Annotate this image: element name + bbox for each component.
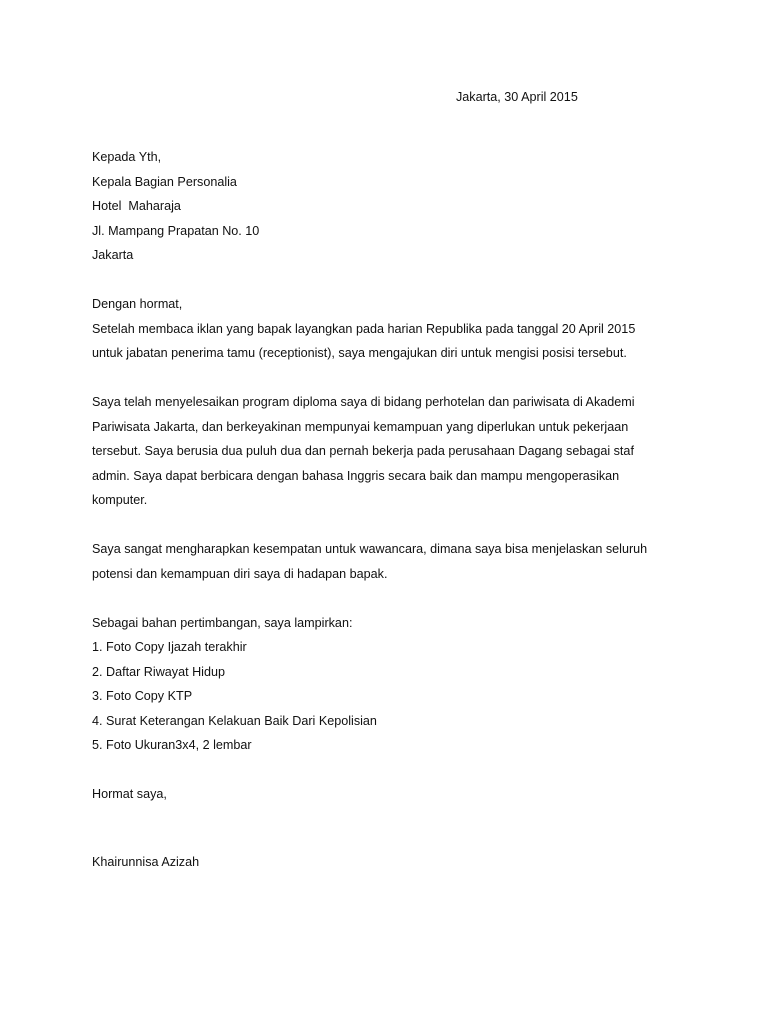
- paragraph-line: potensi dan kemampuan diri saya di hadapan bapak.: [92, 566, 388, 581]
- attachment-item: 2. Daftar Riwayat Hidup: [92, 664, 225, 679]
- paragraph-line: Setelah membaca iklan yang bapak layangkan pada harian Republika pada tanggal 20 April 2015: [92, 321, 636, 336]
- letter-date: Jakarta, 30 April 2015: [456, 90, 578, 104]
- paragraph-line: untuk jabatan penerima tamu (receptionist), saya mengajukan diri untuk mengisi posisi tersebut.: [92, 346, 627, 360]
- attachment-item: 1. Foto Copy Ijazah terakhir: [92, 640, 247, 654]
- paragraph-line: admin. Saya dapat berbicara dengan bahasa Inggris secara baik dan mampu mengoperasikan: [92, 468, 620, 483]
- letter-body: [92, 149, 647, 762]
- recipient-line: Jl. Mampang Prapatan No. 10: [92, 223, 260, 238]
- paragraph-line: Saya sangat mengharapkan kesempatan untuk wawancara, dimana saya bisa menjelaskan seluruh: [92, 542, 648, 556]
- paragraph-line: komputer.: [92, 493, 148, 507]
- recipient-line: Jakarta: [92, 248, 134, 262]
- recipient-line: Hotel Maharaja: [92, 199, 181, 213]
- recipient-line: Kepada Yth,: [92, 150, 162, 164]
- paragraph-line: Pariwisata Jakarta, dan berkeyakinan mempunyai kemampuan yang diperlukan untuk pekerjaan: [92, 419, 629, 434]
- attachment-item: 3. Foto Copy KTP: [92, 689, 193, 703]
- closing: Hormat saya,: [92, 787, 167, 801]
- paragraph-line: tersebut. Saya berusia dua puluh dua dan pernah bekerja pada perusahaan Dagang sebagai staf: [92, 444, 634, 458]
- greeting: Dengan hormat,: [92, 297, 183, 311]
- recipient-line: Kepala Bagian Personalia: [92, 174, 237, 189]
- attachment-item: 5. Foto Ukuran3x4, 2 lembar: [92, 738, 252, 752]
- attachment-item: 4. Surat Keterangan Kelakuan Baik Dari Kepolisian: [92, 713, 377, 728]
- paragraph-line: Saya telah menyelesaikan program diploma saya di bidang perhotelan dan pariwisata di Akademi: [92, 395, 635, 409]
- signature-name: Khairunnisa Azizah: [92, 855, 200, 869]
- attachments-intro: Sebagai bahan pertimbangan, saya lampirkan:: [92, 615, 353, 630]
